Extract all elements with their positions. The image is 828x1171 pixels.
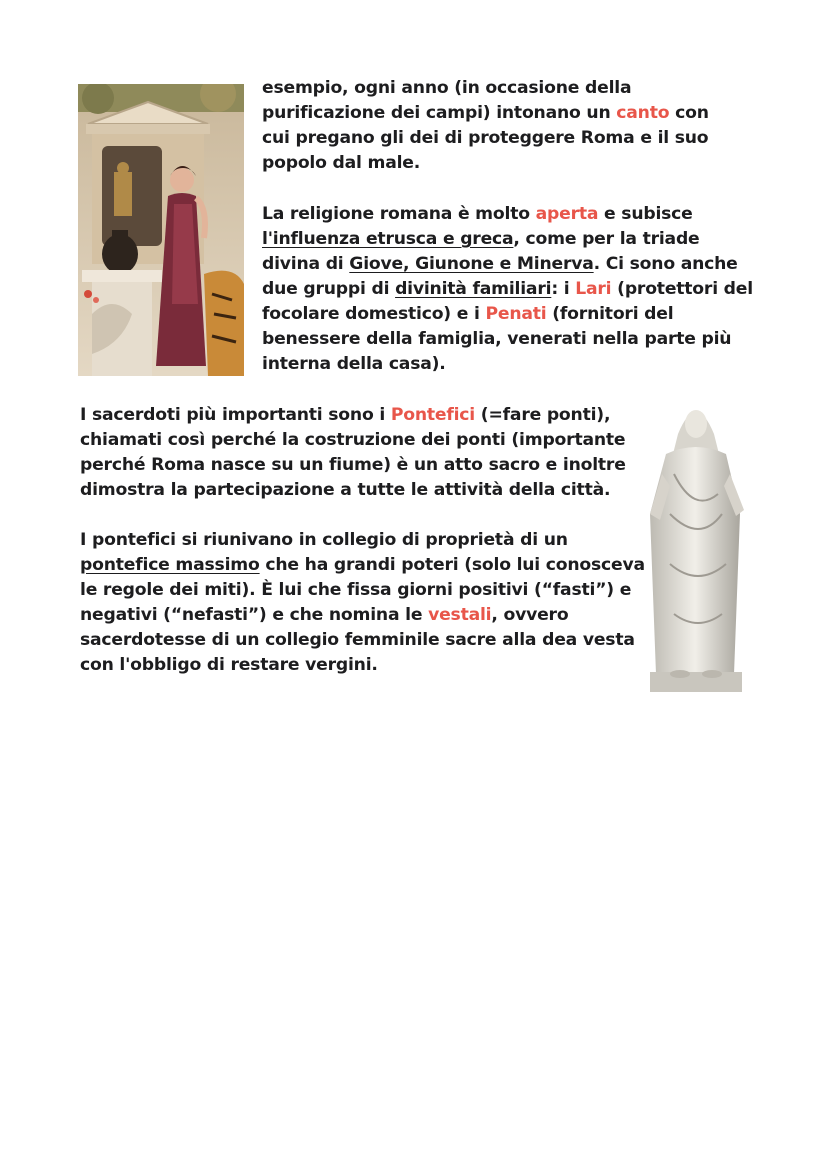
text-segment: I pontefici si riunivano in collegio di proprietà di un bbox=[80, 530, 568, 550]
highlight-term: canto bbox=[616, 103, 670, 123]
paragraph-sacerdoti bbox=[80, 403, 636, 503]
paragraph-religione bbox=[262, 202, 754, 377]
paragraph-canto bbox=[262, 76, 742, 176]
text-segment: , come per la triade divina di bbox=[262, 229, 700, 274]
underlined-term: pontefice massimo bbox=[80, 555, 260, 575]
underlined-term: divinità familiari bbox=[395, 279, 552, 299]
text-segment: . Ci sono anche due gruppi di bbox=[262, 254, 738, 299]
text-segment: La religione romana è molto bbox=[262, 204, 536, 224]
highlight-term: vestali bbox=[428, 605, 492, 625]
highlight-term: Pontefici bbox=[390, 405, 475, 425]
highlight-term: Lari bbox=[575, 279, 612, 299]
text-segment: , ovvero sacerdotesse di un collegio femminile sacre alla dea vesta con l'obbligo di restare vergini. bbox=[80, 605, 635, 675]
text-segment: I sacerdoti più importanti sono i bbox=[80, 405, 391, 425]
text-segment: (fornitori del benessere della famiglia, venerati nella parte più interna della casa). bbox=[262, 304, 732, 374]
text-segment: con cui pregano gli dei di proteggere Roma e il suo popolo dal male. bbox=[262, 103, 709, 173]
highlight-term: Penati bbox=[485, 304, 547, 324]
highlight-term: aperta bbox=[535, 204, 599, 224]
statue-icon bbox=[640, 394, 752, 696]
text-segment: e subisce bbox=[598, 204, 693, 224]
painting-icon bbox=[78, 84, 244, 376]
text-segment: (=fare ponti), chiamati così perché la costruzione dei ponti (importante perché Roma nasce su un fiume) è un atto sacro e inoltre dimostra la partecipazione a tutte le attività della città. bbox=[80, 405, 626, 500]
paragraph-pontefici bbox=[80, 528, 646, 678]
text-segment: : i bbox=[551, 279, 576, 299]
text-segment: esempio, ogni anno (in occasione della purificazione dei campi) intonano un bbox=[262, 78, 632, 123]
underlined-term: Giove, Giunone e Minerva bbox=[349, 254, 594, 274]
underlined-term: l'influenza etrusca e greca bbox=[262, 229, 514, 249]
text-segment: (protettori del focolare domestico) e i bbox=[262, 279, 753, 324]
text-segment: che ha grandi poteri (solo lui conosceva le regole dei miti). È lui che fissa giorni positivi (“fasti”) e negativi (“nefasti”) e che nomina le bbox=[80, 555, 645, 625]
